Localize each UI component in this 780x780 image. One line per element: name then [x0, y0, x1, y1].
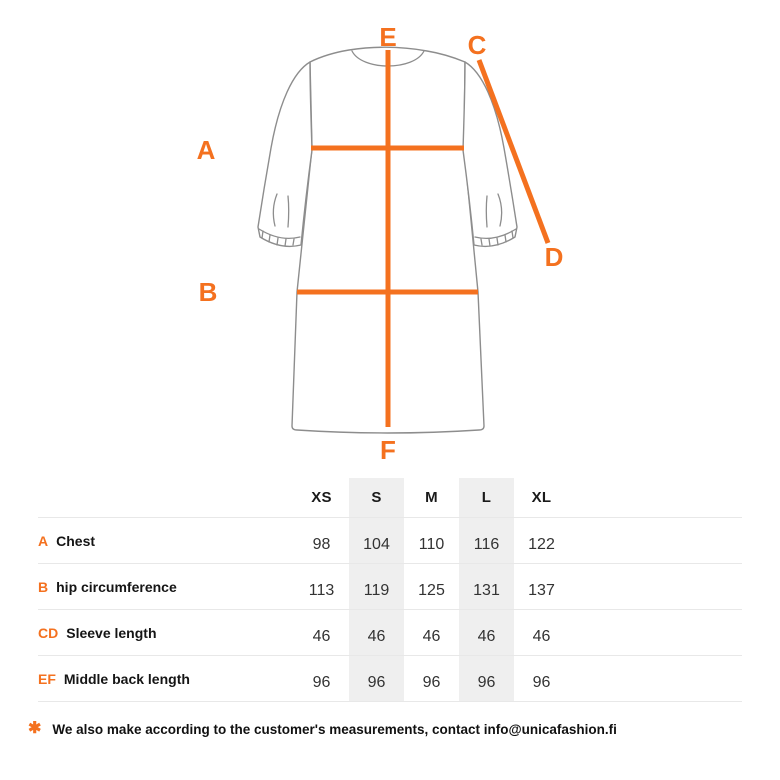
- size-value: 110: [418, 536, 445, 553]
- left-sleeve-outline: [258, 62, 312, 246]
- measure-label-f: F: [380, 435, 396, 465]
- measure-label-b: B: [198, 277, 218, 307]
- size-header-s: S: [349, 478, 404, 517]
- row-label: [38, 610, 294, 655]
- size-value: 98: [312, 536, 331, 553]
- size-value: 113: [308, 582, 335, 599]
- header-filler: [569, 478, 742, 517]
- size-value: 96: [422, 674, 441, 691]
- size-value: 122: [528, 536, 555, 553]
- table-row-hip: [38, 564, 742, 610]
- row-name: hip circumference: [56, 578, 177, 595]
- row-letter: EF: [38, 670, 56, 687]
- measure-label-d: D: [544, 242, 564, 272]
- size-header-m: M: [425, 489, 438, 506]
- measure-label-e: E: [379, 22, 397, 52]
- row-name: Middle back length: [63, 670, 190, 687]
- size-value: 46: [422, 628, 441, 645]
- size-value: 116: [459, 518, 514, 563]
- row-name: Sleeve length: [66, 624, 157, 641]
- row-filler: [569, 656, 742, 701]
- row-filler: [569, 518, 742, 563]
- header-spacer: [38, 478, 294, 517]
- size-table-header: [38, 478, 742, 518]
- size-value: 137: [528, 582, 555, 599]
- size-header-l: L: [459, 478, 514, 517]
- row-label: [38, 518, 294, 563]
- row-filler: [569, 610, 742, 655]
- measure-label-a: A: [196, 135, 216, 165]
- size-value: 46: [459, 610, 514, 655]
- row-letter: CD: [38, 624, 59, 641]
- custom-measurements-note: We also make according to the customer's measurements, contact info@unicafashion.fi: [52, 721, 617, 737]
- row-label: [38, 564, 294, 609]
- row-name: Chest: [56, 532, 96, 549]
- size-table: [38, 478, 742, 702]
- size-value: 96: [532, 674, 551, 691]
- size-value: 104: [349, 518, 404, 563]
- size-value: 46: [532, 628, 551, 645]
- size-value: 131: [459, 564, 514, 609]
- row-label: [38, 656, 294, 701]
- size-value: 96: [459, 656, 514, 701]
- size-value: 96: [349, 656, 404, 701]
- row-letter: B: [38, 578, 49, 595]
- measure-label-c: C: [467, 30, 487, 60]
- size-value: 46: [312, 628, 331, 645]
- size-header-xl: XL: [531, 489, 552, 506]
- row-letter: A: [38, 532, 49, 549]
- size-value: 46: [349, 610, 404, 655]
- row-filler: [569, 564, 742, 609]
- size-value: 125: [418, 582, 445, 599]
- size-header-xs: XS: [311, 489, 332, 506]
- size-value: 119: [349, 564, 404, 609]
- size-value: 96: [312, 674, 331, 691]
- footer-note: [28, 721, 617, 737]
- table-row-middle-back: [38, 656, 742, 702]
- asterisk-icon: ✱: [28, 720, 42, 737]
- table-row-chest: [38, 518, 742, 564]
- table-row-sleeve: [38, 610, 742, 656]
